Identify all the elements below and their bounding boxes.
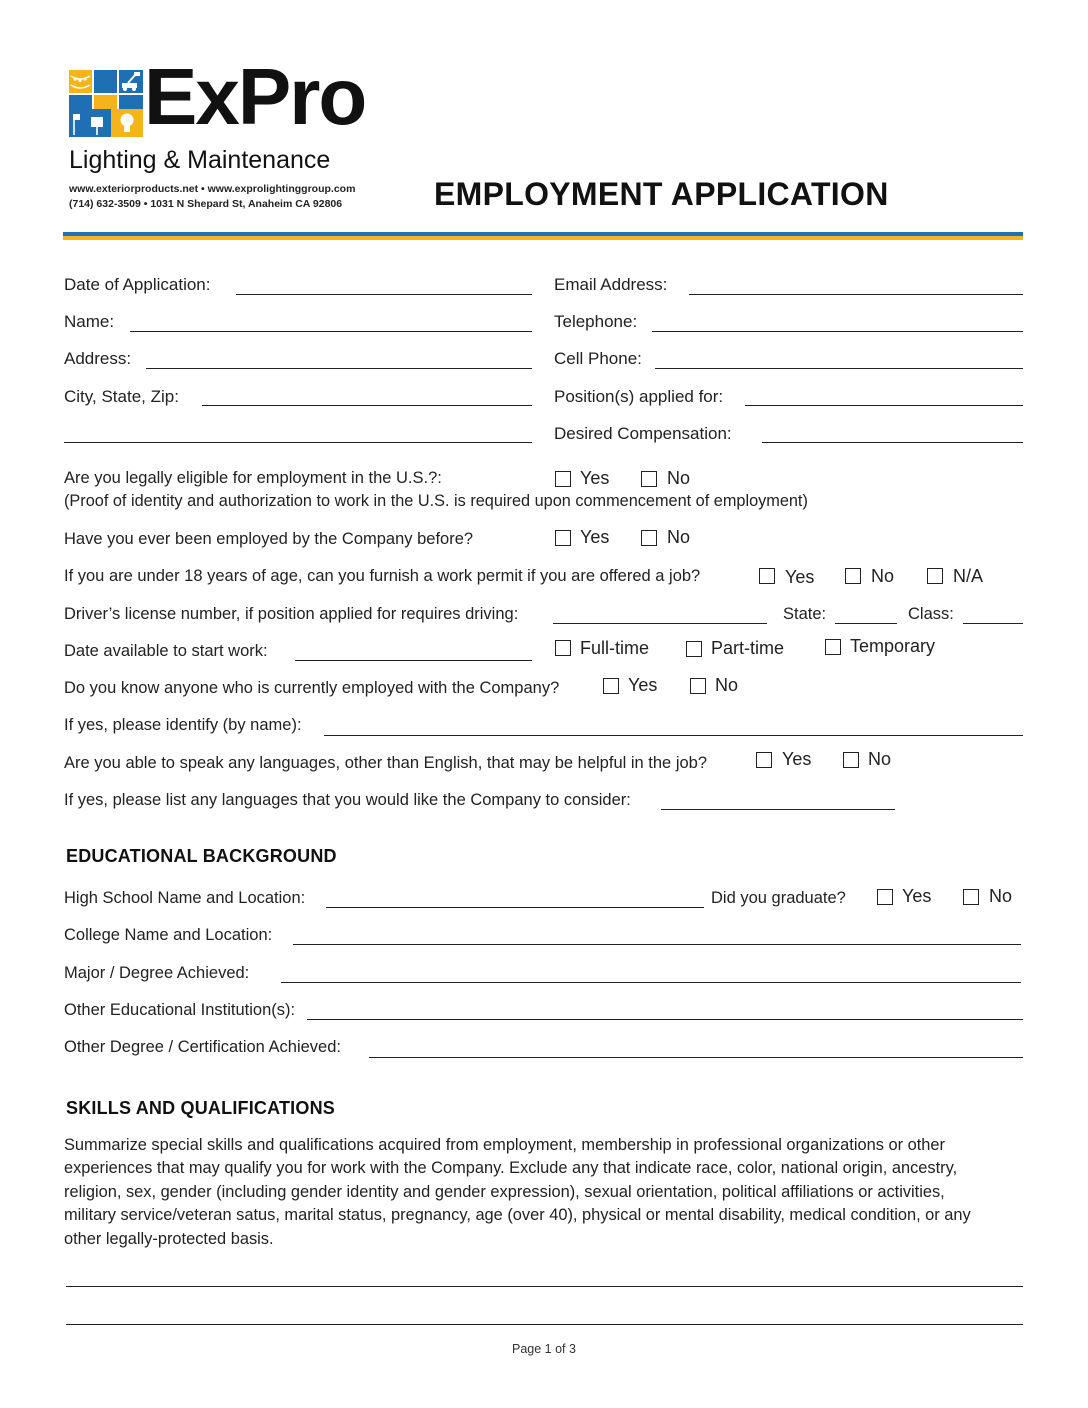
under18-question: If you are under 18 years of age, can you furnish a work permit if you are offered a job? — [64, 567, 701, 585]
under18-yes-checkbox[interactable] — [759, 568, 775, 584]
license-class-label: Class: — [908, 605, 954, 623]
skills-field-line-1[interactable] — [66, 1286, 1023, 1287]
know-anyone-yes-label: Yes — [628, 675, 658, 695]
under18-na-checkbox[interactable] — [927, 568, 943, 584]
education-heading: EDUCATIONAL BACKGROUND — [66, 846, 337, 866]
address-label: Address: — [64, 349, 132, 368]
full-time-checkbox[interactable] — [555, 640, 571, 656]
cell-phone-label: Cell Phone: — [554, 349, 642, 368]
temporary-label: Temporary — [850, 636, 936, 656]
logo-subtitle: Lighting & Maintenance — [69, 146, 331, 174]
employed-before-no-label: No — [667, 527, 691, 547]
license-class-field[interactable] — [963, 623, 1023, 624]
other-institution-label: Other Educational Institution(s): — [64, 1001, 296, 1019]
identify-field[interactable] — [324, 735, 1023, 736]
major-label: Major / Degree Achieved: — [64, 964, 250, 982]
skills-field-line-2[interactable] — [66, 1324, 1023, 1325]
flag-sign-icon — [69, 109, 117, 137]
languages-no-label: No — [868, 749, 892, 769]
graduate-yes-label: Yes — [902, 886, 932, 906]
string-lights-icon — [69, 70, 92, 93]
languages-question: Are you able to speak any languages, other than English, that may be helpful in the job? — [64, 754, 708, 772]
employed-before-yes-checkbox[interactable] — [555, 530, 571, 546]
date-of-application-label: Date of Application: — [64, 275, 211, 294]
telephone-label: Telephone: — [554, 312, 638, 331]
email-field[interactable] — [689, 294, 1023, 295]
email-label: Email Address: — [554, 275, 668, 294]
temporary-checkbox[interactable] — [825, 639, 841, 655]
address-extra-field[interactable] — [64, 442, 532, 443]
city-state-zip-field[interactable] — [202, 405, 532, 406]
languages-no-checkbox[interactable] — [843, 752, 859, 768]
address-field[interactable] — [146, 368, 532, 369]
eligible-yes-checkbox[interactable] — [555, 471, 571, 487]
license-state-field[interactable] — [835, 623, 897, 624]
position-field[interactable] — [745, 405, 1023, 406]
contact-web: www.exteriorproducts.net • www.exprolightinggroup.com — [69, 183, 356, 195]
under18-no-label: No — [871, 566, 895, 586]
eligible-question: Are you legally eligible for employment in the U.S.?: — [64, 469, 442, 487]
under18-yes-label: Yes — [785, 567, 815, 587]
graduate-no-checkbox[interactable] — [963, 889, 979, 905]
other-institution-field[interactable] — [307, 1019, 1023, 1020]
under18-no-checkbox[interactable] — [845, 568, 861, 584]
other-degree-label: Other Degree / Certification Achieved: — [64, 1038, 341, 1056]
full-time-label: Full-time — [580, 638, 650, 658]
part-time-checkbox[interactable] — [686, 641, 702, 657]
part-time-label: Part-time — [711, 638, 785, 658]
skills-heading: SKILLS AND QUALIFICATIONS — [66, 1098, 335, 1118]
graduate-no-label: No — [989, 886, 1013, 906]
page-title: EMPLOYMENT APPLICATION — [434, 176, 889, 212]
identify-question: If yes, please identify (by name): — [64, 716, 302, 734]
list-languages-field[interactable] — [661, 809, 895, 810]
know-anyone-yes-checkbox[interactable] — [603, 678, 619, 694]
high-school-field[interactable] — [326, 907, 704, 908]
other-degree-field[interactable] — [369, 1057, 1023, 1058]
languages-yes-checkbox[interactable] — [756, 752, 772, 768]
employed-before-no-checkbox[interactable] — [641, 530, 657, 546]
license-state-label: State: — [783, 605, 827, 623]
license-number-field[interactable] — [553, 623, 767, 624]
languages-yes-label: Yes — [782, 749, 812, 769]
name-label: Name: — [64, 312, 115, 331]
graduate-label: Did you graduate? — [711, 889, 846, 907]
contact-address: (714) 632-3509 • 1031 N Shepard St, Anaheim CA 92806 — [69, 198, 343, 210]
city-state-zip-label: City, State, Zip: — [64, 387, 179, 406]
skills-line: Summarize special skills and qualifications acquired from employment, membership in professional organizations or other — [64, 1136, 945, 1154]
logo-wordmark: ExPro — [144, 52, 366, 141]
know-anyone-no-label: No — [715, 675, 739, 695]
date-available-field[interactable] — [295, 660, 532, 661]
date-of-application-field[interactable] — [236, 294, 532, 295]
telephone-field[interactable] — [652, 331, 1023, 332]
eligible-no-checkbox[interactable] — [641, 471, 657, 487]
college-label: College Name and Location: — [64, 926, 273, 944]
skills-line: experiences that may qualify you for work with the Company. Exclude any that indicate race, color, national origin, ancestry, — [64, 1159, 958, 1178]
employed-before-yes-label: Yes — [580, 527, 610, 547]
header-rule-yellow — [63, 236, 1023, 240]
compensation-field[interactable] — [762, 442, 1023, 443]
skills-line: religion, sex, gender (including gender identity and gender expression), sexual orientation, political affiliations or activities, — [64, 1182, 945, 1201]
eligible-note: (Proof of identity and authorization to work in the U.S. is required upon commencement of employment) — [64, 492, 808, 510]
high-school-label: High School Name and Location: — [64, 889, 306, 907]
know-anyone-no-checkbox[interactable] — [690, 678, 706, 694]
skills-line: military service/veteran satus, marital status, pregnancy, age (over 40), physical or mental disability, medical condition, or any — [64, 1206, 971, 1225]
under18-na-label: N/A — [953, 566, 984, 586]
eligible-no-label: No — [667, 468, 691, 488]
light-bulb-icon — [111, 109, 143, 137]
eligible-yes-label: Yes — [580, 468, 610, 488]
date-available-question: Date available to start work: — [64, 642, 268, 660]
page-number: Page 1 of 3 — [512, 1342, 576, 1356]
cell-phone-field[interactable] — [655, 368, 1023, 369]
name-field[interactable] — [130, 331, 532, 332]
major-field[interactable] — [281, 982, 1021, 983]
position-label: Position(s) applied for: — [554, 387, 724, 406]
college-field[interactable] — [293, 944, 1021, 945]
skills-line: other legally-protected basis. — [64, 1229, 274, 1248]
blank-tile-icon — [94, 70, 117, 93]
license-question: Driver’s license number, if position applied for requires driving: — [64, 605, 519, 623]
graduate-yes-checkbox[interactable] — [877, 889, 893, 905]
skills-instructions — [64, 1134, 1034, 1251]
lift-truck-icon — [119, 70, 143, 93]
compensation-label: Desired Compensation: — [554, 424, 732, 443]
know-anyone-question: Do you know anyone who is currently employed with the Company? — [64, 679, 560, 697]
employed-before-question: Have you ever been employed by the Company before? — [64, 530, 474, 548]
list-languages-question: If yes, please list any languages that you would like the Company to consider: — [64, 791, 631, 809]
